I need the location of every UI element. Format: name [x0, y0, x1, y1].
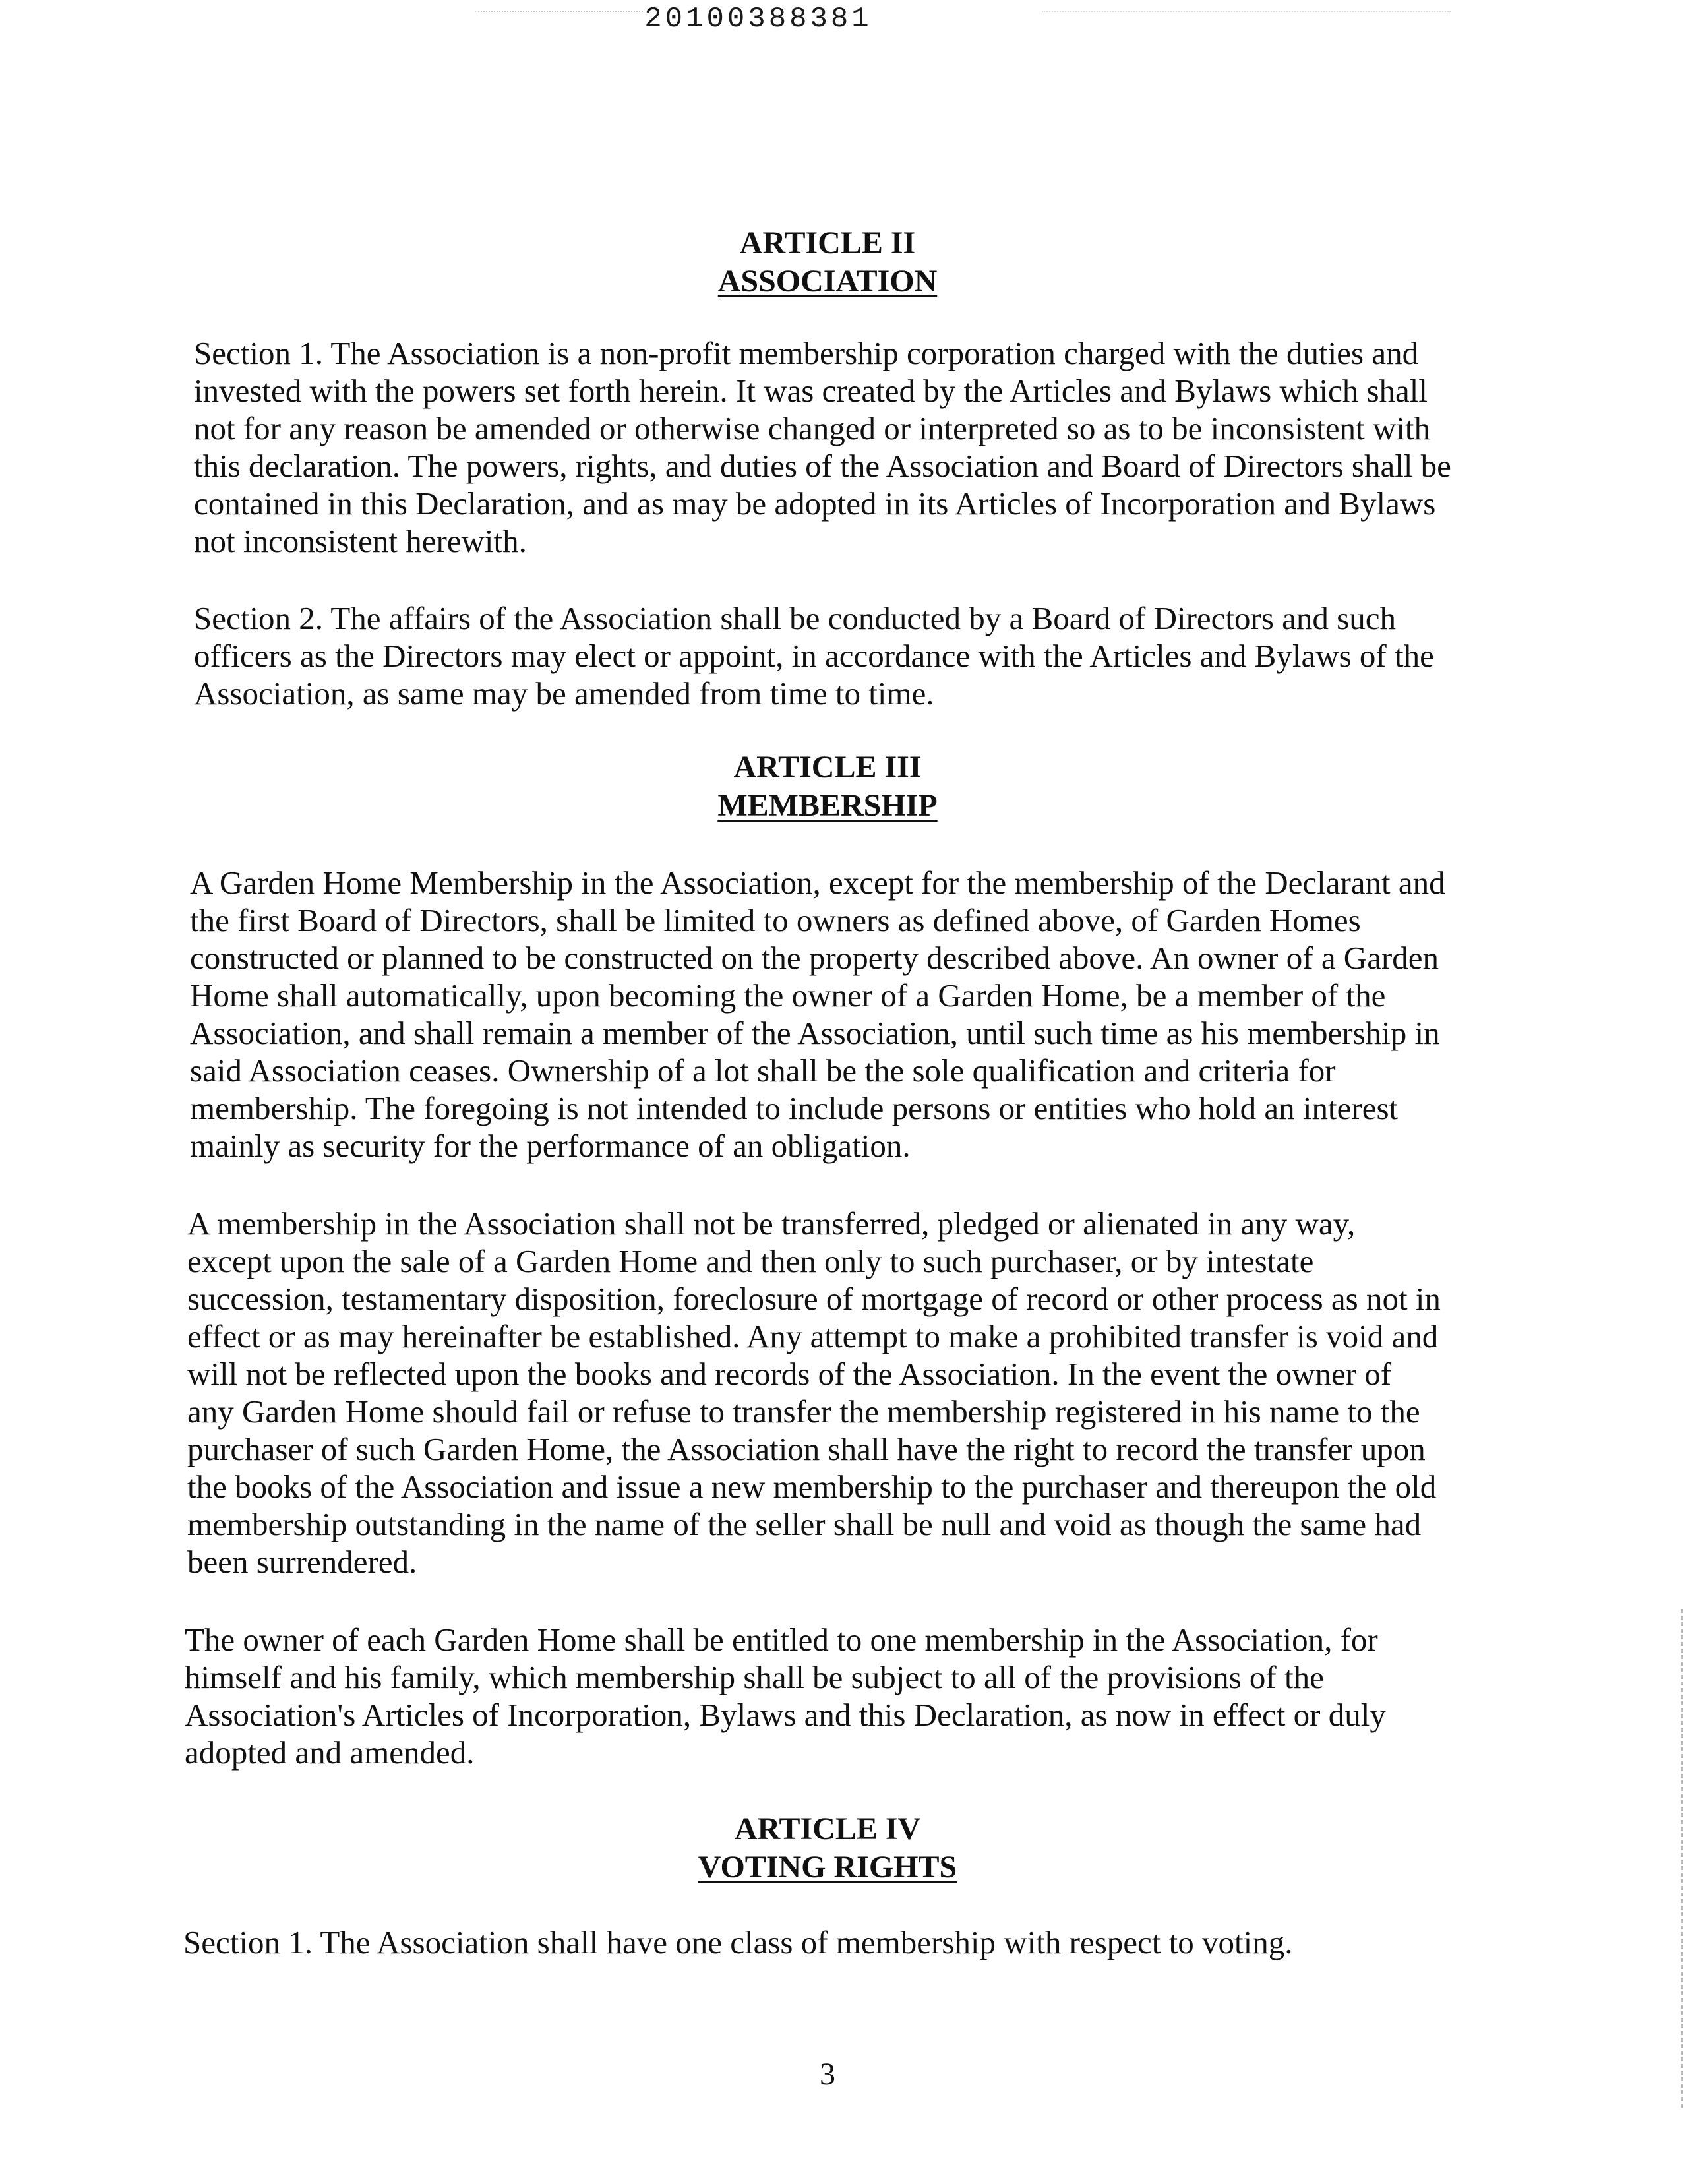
text-line: Section 1. The Association shall have one class of membership with respect to voting.: [183, 1924, 1293, 1960]
text-line: the books of the Association and issue a new membership to the purchaser and thereupon the old: [187, 1469, 1437, 1505]
text-line: constructed or planned to be constructed on the property described above. An owner of a Garden: [190, 940, 1439, 976]
article-3-paragraph-1: [190, 864, 1445, 1165]
article-4-title: ARTICLE IV: [734, 1811, 921, 1846]
article-3-subtitle: MEMBERSHIP: [717, 788, 938, 823]
text-line: Section 1. The Association is a non-profit membership corporation charged with the duties and: [194, 335, 1419, 371]
text-line: Section 2. The affairs of the Association shall be conducted by a Board of Directors and such: [194, 600, 1396, 636]
article-2-heading: [0, 224, 1672, 301]
text-line: invested with the powers set forth herein. It was created by the Articles and Bylaws which shall: [194, 373, 1428, 409]
text-line: membership outstanding in the name of the seller shall be null and void as though the same had: [187, 1506, 1422, 1542]
text-line: been surrendered.: [187, 1544, 417, 1580]
text-line: said Association ceases. Ownership of a lot shall be the sole qualification and criteria for: [190, 1052, 1336, 1089]
text-line: not for any reason be amended or otherwise changed or interpreted so as to be inconsistent with: [194, 410, 1431, 446]
article-3-paragraph-3: [185, 1621, 1386, 1771]
scan-edge-artifact: [1681, 1609, 1683, 2110]
text-line: contained in this Declaration, and as may be adopted in its Articles of Incorporation and Bylaws: [194, 485, 1436, 522]
article-3-paragraph-2: [187, 1205, 1441, 1581]
text-line: effect or as may hereinafter be established. Any attempt to make a prohibited transfer is void and: [187, 1318, 1439, 1354]
text-line: mainly as security for the performance of an obligation.: [190, 1128, 911, 1164]
article-2-subtitle: ASSOCIATION: [717, 264, 938, 299]
text-line: himself and his family, which membership shall be subject to all of the provisions of the: [185, 1659, 1324, 1695]
text-line: the first Board of Directors, shall be limited to owners as defined above, of Garden Homes: [190, 902, 1361, 938]
document-number: 20100388381: [644, 3, 872, 36]
article-2-section-2: [194, 599, 1434, 712]
text-line: this declaration. The powers, rights, and duties of the Association and Board of Directors shall be: [194, 448, 1451, 484]
text-line: A Garden Home Membership in the Association, except for the membership of the Declarant and: [190, 864, 1445, 901]
text-line: Association, and shall remain a member of the Association, until such time as his membership in: [190, 1015, 1440, 1051]
text-line: Association, as same may be amended from time to time.: [194, 675, 934, 712]
text-line: any Garden Home should fail or refuse to transfer the membership registered in his name to the: [187, 1393, 1420, 1430]
text-line: officers as the Directors may elect or appoint, in accordance with the Articles and Bylaws of the: [194, 638, 1434, 674]
article-3-heading: [0, 748, 1672, 825]
scan-artifact-right: [1042, 11, 1451, 12]
text-line: not inconsistent herewith.: [194, 523, 527, 559]
article-4-section-1: [183, 1924, 1292, 1961]
text-line: A membership in the Association shall not be transferred, pledged or alienated in any way,: [187, 1205, 1356, 1242]
text-line: succession, testamentary disposition, foreclosure of mortgage of record or other process as not in: [187, 1281, 1441, 1317]
text-line: Home shall automatically, upon becoming the owner of a Garden Home, be a member of the: [190, 977, 1386, 1014]
article-3-title: ARTICLE III: [733, 750, 922, 785]
text-line: will not be reflected upon the books and records of the Association. In the event the owner of: [187, 1356, 1392, 1392]
text-line: except upon the sale of a Garden Home and then only to such purchaser, or by intestate: [187, 1243, 1314, 1279]
article-4-heading: [0, 1810, 1672, 1887]
text-line: membership. The foregoing is not intended to include persons or entities who hold an interest: [190, 1090, 1399, 1126]
text-line: The owner of each Garden Home shall be entitled to one membership in the Association, for: [185, 1622, 1378, 1658]
text-line: purchaser of such Garden Home, the Association shall have the right to record the transfer upon: [187, 1431, 1426, 1467]
text-line: Association's Articles of Incorporation, Bylaws and this Declaration, as now in effect or duly: [185, 1697, 1386, 1733]
article-2-title: ARTICLE II: [739, 226, 916, 260]
article-4-subtitle: VOTING RIGHTS: [698, 1850, 957, 1885]
article-2-section-1: [194, 334, 1451, 560]
page-number: 3: [820, 2057, 835, 2092]
text-line: adopted and amended.: [185, 1734, 475, 1771]
